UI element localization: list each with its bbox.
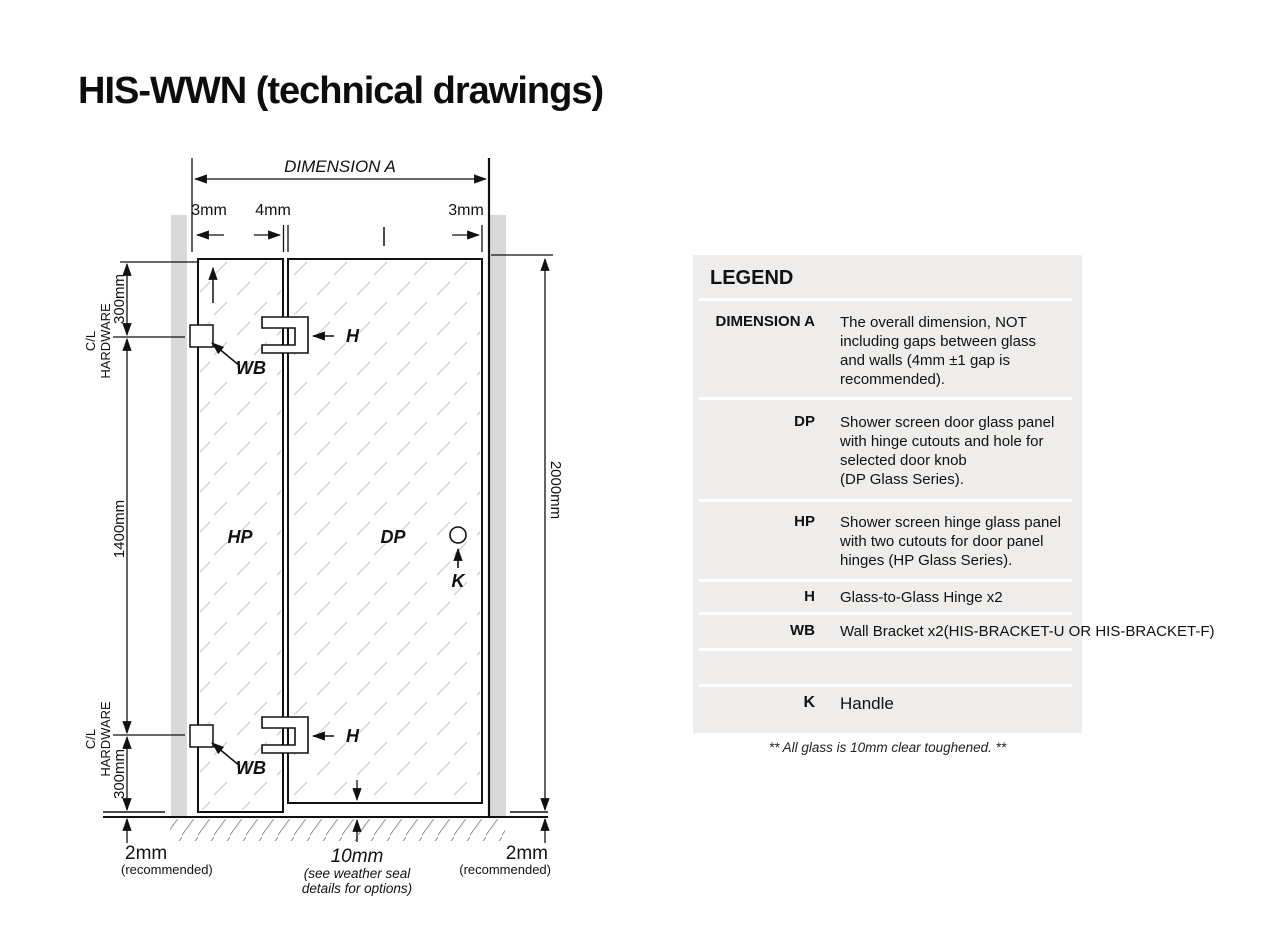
wall-bracket-top	[190, 325, 213, 347]
legend-desc-line: hinges (HP Glass Series).	[840, 552, 1013, 569]
hinge-top-label: H	[346, 326, 359, 346]
legend-desc	[840, 694, 894, 733]
legend-row-dp	[693, 400, 1082, 499]
technical-drawing	[70, 140, 670, 910]
legend-row-dimension-a	[693, 301, 1082, 397]
floor-gap-left-note: (recommended)	[121, 862, 213, 877]
wall-bracket-bottom-label: WB	[236, 758, 266, 778]
glass-footnote: ** All glass is 10mm clear toughened. **	[768, 740, 1007, 755]
handle-label: K	[451, 571, 465, 591]
legend-desc-line: with hinge cutouts and hole for	[840, 433, 1044, 450]
legend-desc-line: selected door knob	[840, 452, 967, 469]
legend-panel	[693, 255, 1215, 733]
legend-desc-line: (DP Glass Series).	[840, 471, 964, 488]
legend-term: WB	[790, 622, 815, 639]
overall-height-label: 2000mm	[547, 460, 564, 520]
floor-gap-door-note2: details for options)	[301, 881, 413, 896]
top-offset-label: 300mm	[111, 273, 128, 325]
bottom-offset-label: 300mm	[111, 748, 128, 800]
legend-desc-line: The overall dimension, NOT	[840, 314, 1027, 331]
legend-desc-line: Glass-to-Glass Hinge x2	[840, 589, 1003, 606]
legend-row-h	[693, 582, 1082, 612]
wall-bracket-bottom	[190, 725, 213, 747]
legend-desc-line: and walls (4mm ±1 gap is	[840, 352, 1010, 369]
legend-desc-line: with two cutouts for door panel	[840, 533, 1044, 550]
legend-desc-line: Shower screen door glass panel	[840, 414, 1055, 431]
legend-desc-line: recommended).	[840, 371, 946, 388]
wall-bracket-top-label: WB	[236, 358, 266, 378]
legend-desc	[840, 622, 1215, 648]
cl-hardware-top-2: HARDWARE	[98, 303, 113, 379]
legend-desc	[840, 588, 1003, 612]
legend-desc-line: Shower screen hinge glass panel	[840, 514, 1061, 531]
legend-row-k	[693, 687, 1082, 733]
legend-term: DIMENSION A	[715, 313, 815, 330]
cl-hardware-top-1: C/L	[83, 330, 98, 352]
legend-term: K	[803, 694, 815, 711]
floor-gap-door-note1: (see weather seal	[303, 866, 411, 881]
gap-middle-label: 4mm	[255, 202, 291, 219]
legend-desc	[840, 513, 1061, 579]
legend-desc	[840, 413, 1054, 499]
dimension-a-label: DIMENSION A	[284, 157, 396, 176]
gap-right-label: 3mm	[448, 202, 484, 219]
legend-row-hp	[693, 502, 1082, 579]
hinge-bottom-label: H	[346, 726, 359, 746]
legend-term: DP	[794, 413, 815, 430]
handle-knob	[450, 527, 466, 543]
page-title: HIS-WWN (technical drawings)	[78, 70, 604, 112]
top-gap-dims	[191, 202, 484, 252]
right-wall	[490, 215, 506, 817]
middle-span-label: 1400mm	[111, 499, 128, 559]
legend-row-wb	[693, 615, 1215, 648]
legend-desc-line: Handle	[840, 694, 894, 713]
legend-row-empty	[693, 651, 1082, 684]
floor-gap-door-label: 10mm	[330, 846, 384, 867]
door-panel-label: DP	[380, 527, 406, 547]
legend-desc-line: including gaps between glass	[840, 333, 1036, 350]
cl-hardware-bottom-2: HARDWARE	[98, 701, 113, 777]
legend-term: HP	[794, 513, 815, 530]
left-dimensions	[83, 262, 213, 877]
legend-header: LEGEND	[710, 267, 794, 289]
floor-gap-right-label: 2mm	[505, 843, 548, 864]
floor-hatch	[170, 819, 505, 841]
legend-desc-line: Wall Bracket x2(HIS-BRACKET-U OR HIS-BRACKET-F)	[840, 623, 1215, 640]
left-wall	[171, 215, 187, 817]
legend-desc	[840, 313, 1036, 397]
legend-term: H	[804, 588, 815, 605]
floor-gap-left-label: 2mm	[125, 843, 168, 864]
gap-left-label: 3mm	[191, 202, 227, 219]
floor-gap-right-note: (recommended)	[459, 862, 551, 877]
hinge-panel-label: HP	[227, 527, 253, 547]
cl-hardware-bottom-1: C/L	[83, 728, 98, 750]
